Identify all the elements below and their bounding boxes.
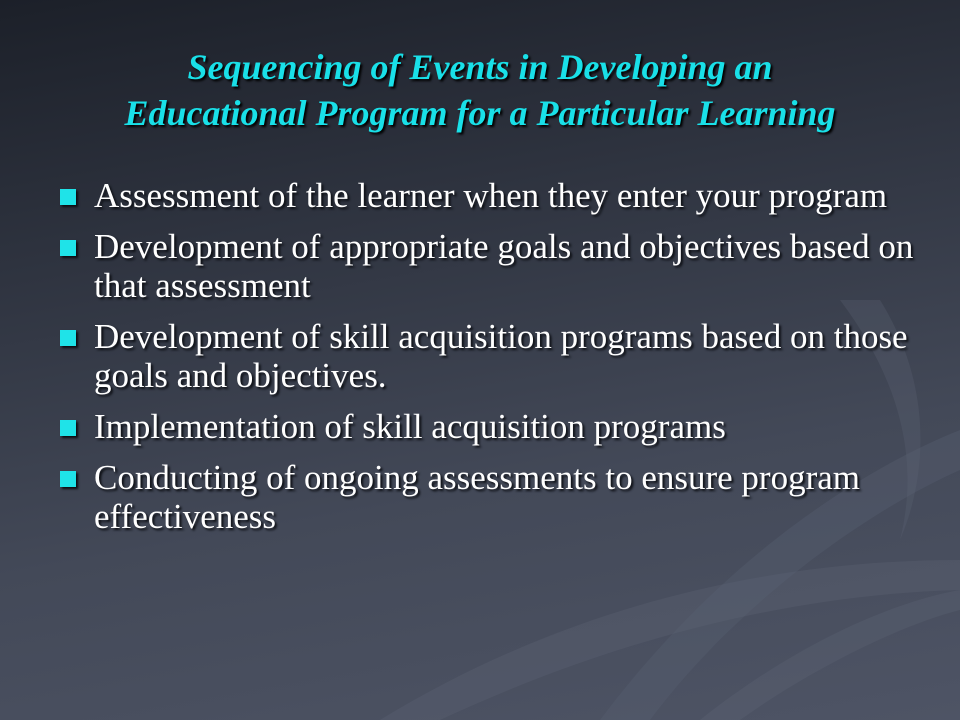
bullet-item-goals: [60, 227, 920, 305]
bullet-text: Implementation of skill acquisition programs: [94, 407, 726, 446]
bullet-item-skill-programs: [60, 317, 920, 395]
square-bullet-icon: [60, 420, 76, 436]
bullet-text: Assessment of the learner when they enter your program: [94, 176, 888, 215]
slide-title: [20, 44, 940, 136]
square-bullet-icon: [60, 471, 76, 487]
square-bullet-icon: [60, 240, 76, 256]
bullet-text: Development of appropriate goals and objectives based on that assessment: [94, 227, 914, 305]
slide-title-line-2: Educational Program for a Particular Learning: [124, 93, 836, 133]
slide-title-line-1: Sequencing of Events in Developing an: [187, 47, 773, 87]
square-bullet-icon: [60, 330, 76, 346]
bullet-item-assessment: [60, 176, 920, 215]
square-bullet-icon: [60, 189, 76, 205]
bullet-list: [60, 176, 920, 548]
bullet-text: Conducting of ongoing assessments to ensure program effectiveness: [94, 458, 861, 536]
bullet-item-implementation: [60, 407, 920, 446]
bullet-item-ongoing-assessment: [60, 458, 920, 536]
bullet-text: Development of skill acquisition programs based on those goals and objectives.: [94, 317, 908, 395]
